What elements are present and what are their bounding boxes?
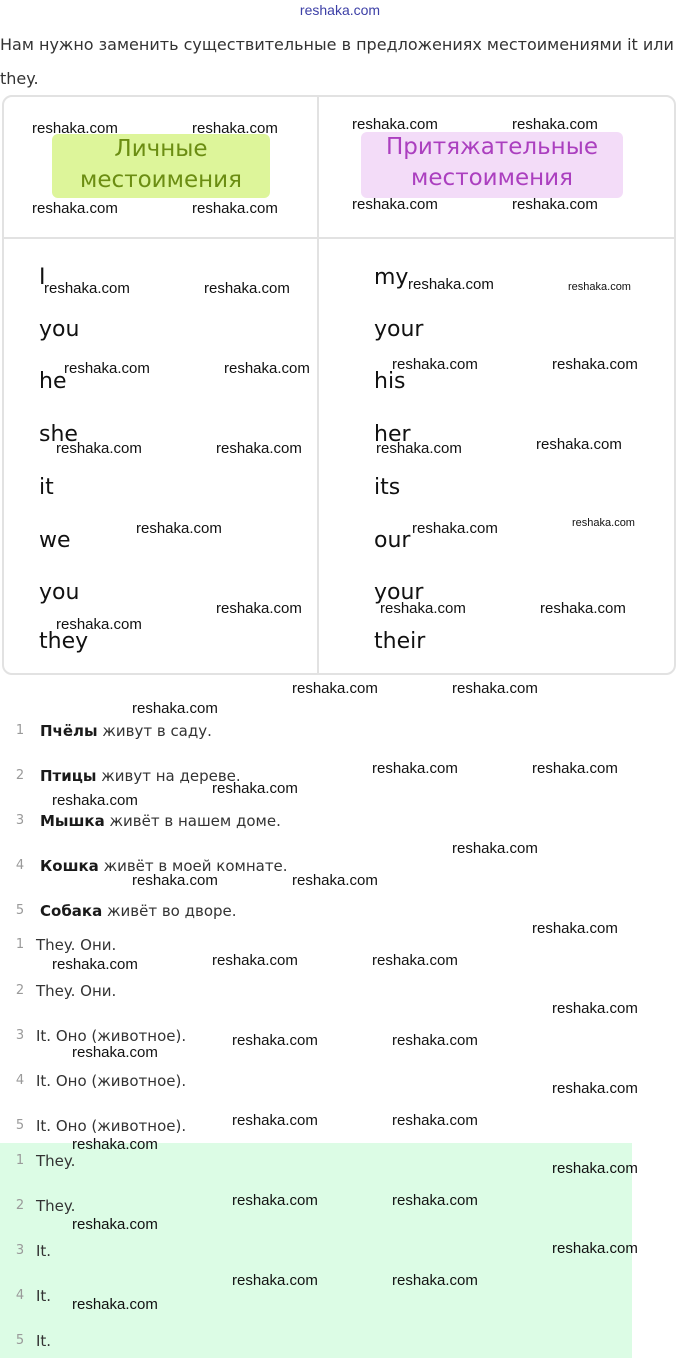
row-number: 4 [15, 1073, 25, 1088]
watermark: reshaka.com [536, 436, 622, 453]
personal-pronoun: she [39, 422, 78, 447]
task-noun: Мышка [40, 812, 105, 830]
watermark: reshaka.com [552, 1080, 638, 1097]
watermark: reshaka.com [372, 952, 458, 969]
row-number: 3 [15, 1243, 25, 1258]
watermark: reshaka.com [52, 956, 138, 973]
watermark: reshaka.com [392, 1192, 478, 1209]
task-sentence [40, 896, 237, 926]
row-number: 2 [15, 1198, 25, 1213]
watermark: reshaka.com [32, 200, 118, 217]
row-number: 5 [15, 1118, 25, 1133]
task-sentence [40, 806, 281, 836]
watermark: reshaka.com [72, 1216, 158, 1233]
personal-pronoun: it [39, 475, 54, 500]
task-noun: Пчёлы [40, 722, 98, 740]
watermark: reshaka.com [212, 952, 298, 969]
task-sentence [40, 761, 241, 791]
watermark: reshaka.com [192, 120, 278, 137]
watermark: reshaka.com [392, 1032, 478, 1049]
watermark: reshaka.com [224, 360, 310, 377]
watermark: reshaka.com [212, 780, 298, 797]
possessive-pronoun: her [374, 422, 411, 447]
watermark: reshaka.com [132, 700, 218, 717]
watermark: reshaka.com [232, 1192, 318, 1209]
watermark: reshaka.com [56, 440, 142, 457]
task-rest: живут в саду. [97, 722, 212, 740]
watermark: reshaka.com [408, 276, 494, 293]
row-number: 5 [15, 903, 25, 918]
translation-text: It. Оно (животное). [36, 1117, 187, 1135]
watermark: reshaka.com [392, 1112, 478, 1129]
possessive-pronoun: your [374, 580, 424, 605]
possessive-pronoun: its [374, 475, 401, 500]
watermark: reshaka.com [376, 440, 462, 457]
watermark: reshaka.com [412, 520, 498, 537]
watermark: reshaka.com [72, 1044, 158, 1061]
translation-text: They. Они. [36, 982, 117, 1000]
watermark: reshaka.com [380, 600, 466, 617]
possessive-pronoun: his [374, 369, 406, 394]
watermark: reshaka.com [56, 616, 142, 633]
task-rest: живут на дереве. [96, 767, 241, 785]
watermark: reshaka.com [32, 120, 118, 137]
intro-text: Нам нужно заменить существительные в предложениях местоимениями it или they. [0, 35, 674, 88]
watermark: reshaka.com [532, 760, 618, 777]
watermark: reshaka.com [132, 872, 218, 889]
watermark: reshaka.com [532, 920, 618, 937]
possessive-pronoun: your [374, 317, 424, 342]
translation-text: It. Оно (животное). [36, 1027, 187, 1045]
row-number: 2 [15, 768, 25, 783]
personal-pronoun: they [39, 629, 89, 654]
possessive-pronoun: our [374, 528, 411, 553]
watermark: reshaka.com [52, 792, 138, 809]
watermark: reshaka.com [64, 360, 150, 377]
watermark: reshaka.com [392, 356, 478, 373]
row-number: 1 [15, 937, 25, 952]
watermark: reshaka.com [216, 600, 302, 617]
task-noun: Птицы [40, 767, 97, 785]
answers-highlight [0, 1143, 632, 1358]
row-number: 5 [15, 1333, 25, 1348]
watermark: reshaka.com [232, 1272, 318, 1289]
watermark: reshaka.com [452, 840, 538, 857]
row-number: 1 [15, 1153, 25, 1168]
task-rest: живёт в моей комнате. [98, 857, 288, 875]
answer-text: They. [36, 1197, 76, 1215]
personal-pronoun: you [39, 580, 80, 605]
row-number: 4 [15, 1288, 25, 1303]
task-noun: Кошка [40, 857, 99, 875]
watermark: reshaka.com [44, 280, 130, 297]
answer-text: It. [36, 1242, 52, 1260]
answer-text: It. [36, 1287, 52, 1305]
watermark: reshaka.com [552, 356, 638, 373]
row-number: 1 [15, 723, 25, 738]
possessive-pronouns-header: Притяжательные местоимения [361, 132, 623, 198]
table-divider-horizontal [4, 237, 674, 239]
task-rest: живёт в нашем доме. [104, 812, 281, 830]
watermark: reshaka.com [568, 281, 631, 293]
watermark: reshaka.com [292, 872, 378, 889]
watermark: reshaka.com [352, 196, 438, 213]
personal-pronoun: we [39, 528, 71, 553]
answer-text: They. [36, 1152, 76, 1170]
personal-pronoun: you [39, 317, 80, 342]
task-sentence [40, 716, 212, 746]
answer-text: It. [36, 1332, 52, 1350]
watermark: reshaka.com [72, 1136, 158, 1153]
watermark: reshaka.com [136, 520, 222, 537]
translation-text: It. Оно (животное). [36, 1072, 187, 1090]
watermark: reshaka.com [192, 200, 278, 217]
task-noun: Собака [40, 902, 103, 920]
personal-pronoun: he [39, 369, 67, 394]
watermark: reshaka.com [452, 680, 538, 697]
row-number: 3 [15, 813, 25, 828]
watermark: reshaka.com [216, 440, 302, 457]
watermark: reshaka.com [552, 1160, 638, 1177]
watermark: reshaka.com [392, 1272, 478, 1289]
site-title[interactable]: reshaka.com [299, 2, 381, 18]
watermark: reshaka.com [552, 1000, 638, 1017]
watermark: reshaka.com [372, 760, 458, 777]
watermark: reshaka.com [552, 1240, 638, 1257]
watermark: reshaka.com [292, 680, 378, 697]
watermark: reshaka.com [232, 1032, 318, 1049]
possessive-pronoun: their [374, 629, 426, 654]
watermark: reshaka.com [204, 280, 290, 297]
watermark: reshaka.com [572, 517, 635, 529]
row-number: 2 [15, 983, 25, 998]
possessive-pronoun: my [374, 265, 409, 290]
watermark: reshaka.com [352, 116, 438, 133]
personal-pronouns-header: Личные местоимения [52, 134, 270, 198]
row-number: 4 [15, 858, 25, 873]
watermark: reshaka.com [540, 600, 626, 617]
row-number: 3 [15, 1028, 25, 1043]
watermark: reshaka.com [232, 1112, 318, 1129]
watermark: reshaka.com [512, 116, 598, 133]
pronoun-table [2, 95, 676, 675]
task-rest: живёт во дворе. [102, 902, 237, 920]
watermark: reshaka.com [72, 1296, 158, 1313]
translation-text: They. Они. [36, 936, 117, 954]
table-divider-vertical [317, 97, 319, 673]
watermark: reshaka.com [512, 196, 598, 213]
personal-pronoun: I [39, 265, 46, 290]
